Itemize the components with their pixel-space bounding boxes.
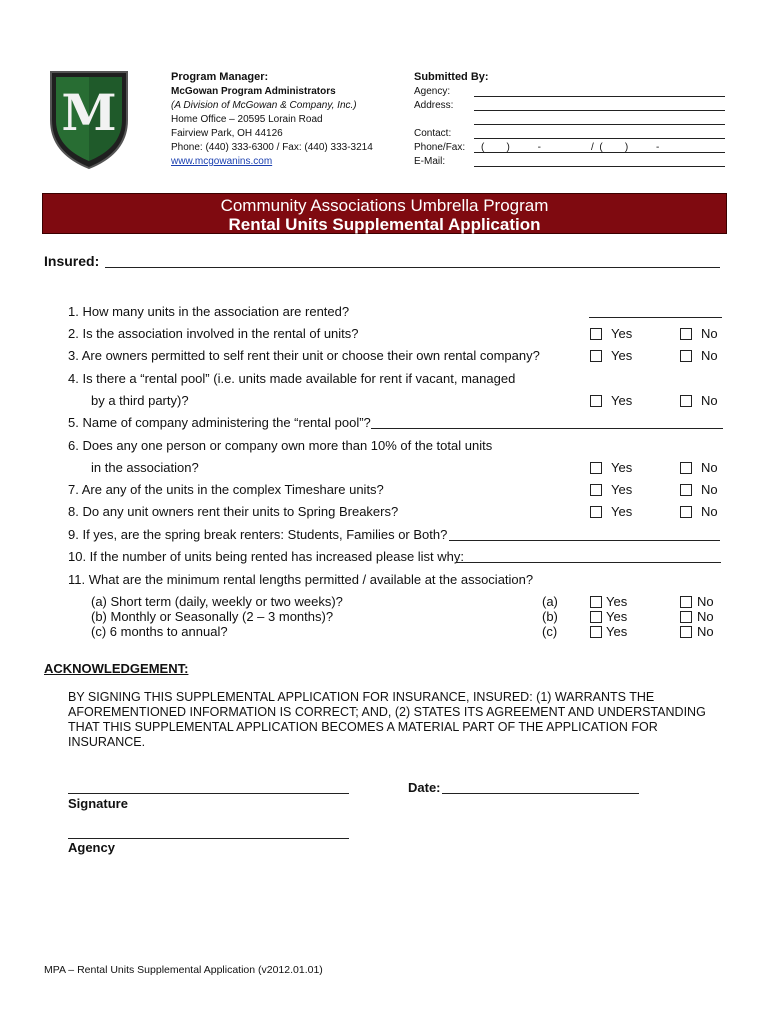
q7-no-checkbox[interactable] [680, 484, 692, 496]
acknowledgement-heading: ACKNOWLEDGEMENT: [44, 661, 189, 676]
footer-text: MPA – Rental Units Supplemental Application (v2012.01.01) [44, 964, 323, 976]
q11c-yes-checkbox[interactable] [590, 626, 602, 638]
question-10: 10. If the number of units being rented has increased please list why: [68, 549, 465, 564]
agency-line[interactable] [474, 96, 725, 97]
q4-no-checkbox[interactable] [680, 395, 692, 407]
question-5-answer-line[interactable] [371, 428, 723, 429]
phone-fax-label: Phone/Fax: [414, 142, 466, 153]
address-label: Address: [414, 100, 454, 111]
question-8: 8. Do any unit owners rent their units to Spring Breakers? [68, 504, 399, 519]
question-3: 3. Are owners permitted to self rent their unit or choose their own rental company? [68, 348, 540, 363]
question-11c-tag: (c) [542, 624, 558, 639]
q2-yes-label: Yes [611, 326, 633, 341]
signature-line[interactable] [68, 793, 349, 794]
address-line-2[interactable] [474, 124, 725, 125]
title-banner [42, 193, 727, 234]
q3-no-label: No [701, 348, 718, 363]
email-line[interactable] [474, 166, 725, 167]
q3-no-checkbox[interactable] [680, 350, 692, 362]
q11c-no-checkbox[interactable] [680, 626, 692, 638]
phone-fax-template: ( ) - / ( ) - [481, 142, 660, 153]
question-11a-tag: (a) [542, 594, 558, 609]
question-11b-tag: (b) [542, 609, 558, 624]
signature-label: Signature [68, 796, 128, 811]
question-4-continued: by a third party)? [91, 393, 189, 408]
question-6: 6. Does any one person or company own more than 10% of the total units [68, 438, 493, 453]
question-9: 9. If yes, are the spring break renters: Students, Families or Both? [68, 527, 448, 542]
program-manager-name: McGowan Program Administrators [171, 86, 336, 97]
program-manager-phone: Phone: (440) 333-6300 / Fax: (440) 333-3214 [171, 142, 373, 153]
q11b-yes-label: Yes [606, 609, 628, 624]
q11b-no-checkbox[interactable] [680, 611, 692, 623]
q4-no-label: No [701, 393, 718, 408]
q7-yes-label: Yes [611, 482, 633, 497]
contact-line[interactable] [474, 138, 725, 139]
acknowledgement-line-3: THAT THIS SUPPLEMENTAL APPLICATION BECOMES A MATERIAL PART OF THE APPLICATION FOR [68, 720, 658, 734]
q3-yes-checkbox[interactable] [590, 350, 602, 362]
q2-yes-checkbox[interactable] [590, 328, 602, 340]
phone-fax-line[interactable] [474, 152, 725, 153]
q6-yes-label: Yes [611, 460, 633, 475]
q2-no-label: No [701, 326, 718, 341]
q11a-no-checkbox[interactable] [680, 596, 692, 608]
program-manager-office: Home Office – 20595 Lorain Road [171, 114, 323, 125]
email-label: E-Mail: [414, 156, 446, 167]
q3-yes-label: Yes [611, 348, 633, 363]
q6-no-checkbox[interactable] [680, 462, 692, 474]
q8-no-checkbox[interactable] [680, 506, 692, 518]
question-11a: (a) Short term (daily, weekly or two weeks)? [91, 594, 343, 609]
date-line[interactable] [442, 793, 639, 794]
q11c-no-label: No [697, 624, 714, 639]
q7-yes-checkbox[interactable] [590, 484, 602, 496]
question-7: 7. Are any of the units in the complex Timeshare units? [68, 482, 384, 497]
agency-label: Agency: [414, 86, 451, 97]
question-11b: (b) Monthly or Seasonally (2 – 3 months)? [91, 609, 334, 624]
contact-label: Contact: [414, 128, 452, 139]
insured-label: Insured: [44, 253, 100, 269]
banner-title: Community Associations Umbrella Program [220, 196, 549, 215]
agency-signature-label: Agency [68, 840, 115, 855]
q4-yes-label: Yes [611, 393, 633, 408]
q11c-yes-label: Yes [606, 624, 628, 639]
acknowledgement-line-1: BY SIGNING THIS SUPPLEMENTAL APPLICATION FOR INSURANCE, INSURED: (1) WARRANTS THE [68, 690, 655, 704]
question-9-answer-line[interactable] [449, 540, 720, 541]
question-1: 1. How many units in the association are rented? [68, 304, 350, 319]
q8-yes-label: Yes [611, 504, 633, 519]
q4-yes-checkbox[interactable] [590, 395, 602, 407]
q6-yes-checkbox[interactable] [590, 462, 602, 474]
program-manager-division: (A Division of McGowan & Company, Inc.) [171, 100, 357, 111]
q11b-no-label: No [697, 609, 714, 624]
question-1-answer-line[interactable] [589, 317, 722, 318]
program-manager-city: Fairview Park, OH 44126 [171, 128, 283, 139]
submitted-by-heading: Submitted By: [414, 71, 489, 83]
question-10-answer-line[interactable] [456, 562, 721, 563]
question-4: 4. Is there a “rental pool” (i.e. units made available for rent if vacant, managed [68, 371, 516, 386]
question-11: 11. What are the minimum rental lengths permitted / available at the association? [68, 572, 534, 587]
q7-no-label: No [701, 482, 718, 497]
website-link[interactable]: www.mcgowanins.com [171, 156, 273, 167]
q2-no-checkbox[interactable] [680, 328, 692, 340]
date-label: Date: [408, 780, 441, 795]
q8-no-label: No [701, 504, 718, 519]
q8-yes-checkbox[interactable] [590, 506, 602, 518]
acknowledgement-text [68, 690, 706, 750]
question-11c: (c) 6 months to annual? [91, 624, 228, 639]
logo-letter: M [61, 83, 117, 142]
question-6-continued: in the association? [91, 460, 199, 475]
acknowledgement-line-4: INSURANCE. [68, 735, 146, 749]
q6-no-label: No [701, 460, 718, 475]
q11a-no-label: No [697, 594, 714, 609]
insured-line[interactable] [105, 267, 720, 268]
agency-signature-line[interactable] [68, 838, 349, 839]
banner-subtitle: Rental Units Supplemental Application [228, 215, 541, 234]
q11b-yes-checkbox[interactable] [590, 611, 602, 623]
acknowledgement-line-2: AFOREMENTIONED INFORMATION IS CORRECT; AND, (2) STATES ITS AGREEMENT AND UNDERSTANDING [68, 705, 706, 719]
question-2: 2. Is the association involved in the rental of units? [68, 326, 359, 341]
program-manager-heading: Program Manager: [171, 71, 269, 83]
q11a-yes-label: Yes [606, 594, 628, 609]
question-5: 5. Name of company administering the “rental pool”? [68, 415, 371, 430]
mcgowan-shield-logo [47, 68, 131, 170]
q11a-yes-checkbox[interactable] [590, 596, 602, 608]
address-line-1[interactable] [474, 110, 725, 111]
